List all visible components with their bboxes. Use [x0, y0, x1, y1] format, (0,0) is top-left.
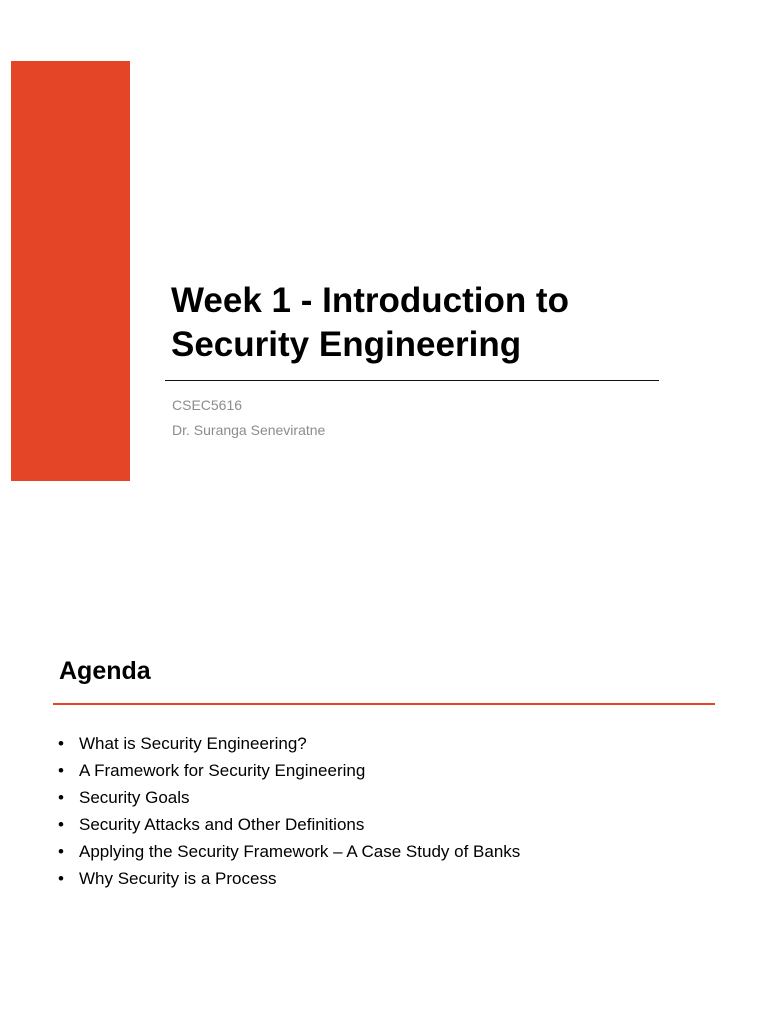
agenda-item — [58, 865, 520, 892]
agenda-item-label: What is Security Engineering? — [79, 734, 307, 753]
bullet-icon: • — [58, 869, 64, 888]
agenda-divider — [53, 703, 715, 705]
agenda-heading: Agenda — [59, 657, 151, 685]
agenda-item-label: Why Security is a Process — [79, 869, 277, 888]
bullet-icon: • — [58, 734, 64, 753]
accent-bar — [11, 61, 130, 481]
course-code: CSEC5616 — [172, 397, 243, 413]
agenda-item — [58, 784, 520, 811]
agenda-item-label: Security Attacks and Other Definitions — [79, 815, 365, 834]
title-divider — [165, 380, 659, 381]
agenda-item-label: Applying the Security Framework – A Case Study of Banks — [79, 842, 521, 861]
author-name: Dr. Suranga Seneviratne — [172, 422, 326, 438]
bullet-icon: • — [58, 842, 64, 861]
agenda-item-label: A Framework for Security Engineering — [79, 761, 366, 780]
slide-title-line-2: Security Engineering — [171, 325, 522, 364]
bullet-icon: • — [58, 815, 64, 834]
agenda-item — [58, 811, 520, 838]
agenda-item — [58, 730, 520, 757]
slide-title-line-1: Week 1 - Introduction to — [171, 281, 569, 320]
agenda-list — [58, 730, 520, 892]
bullet-icon: • — [58, 788, 64, 807]
slide-title — [171, 279, 731, 367]
agenda-item-label: Security Goals — [79, 788, 190, 807]
agenda-item — [58, 838, 520, 865]
bullet-icon: • — [58, 761, 64, 780]
agenda-item — [58, 757, 520, 784]
